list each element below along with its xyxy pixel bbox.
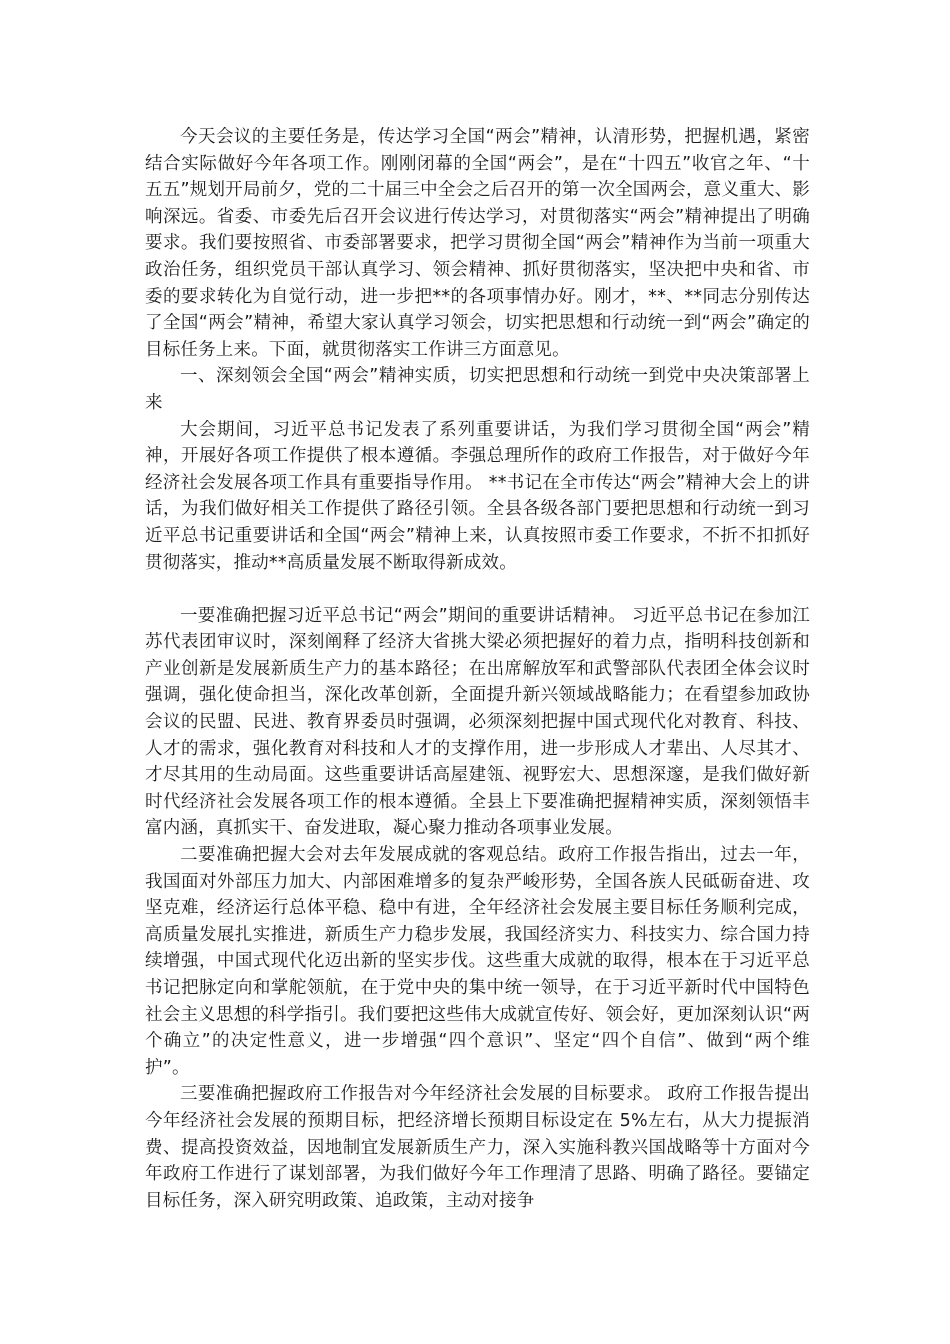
point-1-lead: 一要准确把握习近平总书记“两会”期间的重要讲话精神。 <box>180 605 627 626</box>
point-1-paragraph <box>145 603 810 842</box>
point-3-paragraph <box>145 1081 810 1214</box>
intro-paragraph <box>145 124 810 363</box>
paragraph-text: 习近平总书记在参加江苏代表团审议时，深刻阐释了经济大省挑大梁必须把握好的着力点，指明科技创新和产业创新是发展新质生产力的基本路径；在出席解放军和武警部队代表团全体会议时强调，强化使命担当，深化改革创新，全面提升新兴领域战略能力；在看望参加政协会议的民盟、民进、教育界委员时强调，必须深刻把握中国式现代化对教育、科技、人才的需求，强化教育对科技和人才的支撑作用，进一步形成人才辈出、人尽其才、才尽其用的生动局面。这些重要讲话高屋建瓴、视野宏大、思想深邃，是我们做好新时代经济社会发展各项工作的根本遵循。全县上下要准确把握精神实质，深刻领悟丰富内涵，真抓实干、奋发进取，凝心聚力推动各项事业发展。 <box>145 605 810 839</box>
paragraph-text: 今天会议的主要任务是，传达学习全国“两会”精神，认清形势，把握机遇，紧密结合实际做好今年各项工作。刚刚闭幕的全国“两会”，是在“十四五”收官之年、“十五五”规划开局前夕，党的二十届三中全会之后召开的第一次全国两会，意义重大、影响深远。省委、市委先后召开会议进行传达学习，对贯彻落实“两会”精神提出了明确要求。我们要按照省、市委部署要求，把学习贯彻全国“两会”精神作为当前一项重大政治任务，组织党员干部认真学习、领会精神、抓好贯彻落实，坚决把中央和省、市委的要求转化为自觉行动，进一步把**的各项事情办好。刚才，**、**同志分别传达了全国“两会”精神，希望大家认真学习领会，切实把思想和行动统一到“两会”确定的目标任务上来。下面，就贯彻落实工作讲三方面意见。 <box>145 127 810 360</box>
paragraph-text: 政府工作报告提出今年经济社会发展的预期目标，把经济增长预期目标设定在 5%左右，从大力提振消费、提高投资效益，因地制宜发展新质生产力，深入实施科教兴国战略等十方面对今年政府工作进行了谋划部署，为我们做好今年工作理清了思路、明确了路径。要锚定目标任务，深入研究明政策、追政策，主动对接争 <box>145 1084 810 1211</box>
document-body <box>145 124 810 1214</box>
paragraph-text: 大会期间，习近平总书记发表了系列重要讲话，为我们学习贯彻全国“两会”精神，开展好各项工作提供了根本遵循。李强总理所作的政府工作报告，对于做好今年经济社会发展各项工作具有重要指导作用。 **书记在全市传达“两会”精神大会上的讲话，为我们做好相关工作提供了路径引领。全县各级各部门要把思想和行动统一到习近平总书记重要讲话和全国“两会”精神上来，认真按照市委工作要求，不折不扣抓好贯彻落实，推动**高质量发展不断取得新成效。 <box>145 419 810 573</box>
point-2-paragraph <box>145 842 810 1081</box>
section-heading-1 <box>145 363 810 416</box>
point-3-lead: 三要准确把握政府工作报告对今年经济社会发展的目标要求。 <box>180 1084 662 1105</box>
paragraph-text: 政府工作报告指出，过去一年，我国面对外部压力加大、内部困难增多的复杂严峻形势，全国各族人民砥砺奋进、攻坚克难，经济运行总体平稳、稳中有进，全年经济社会发展主要目标任务顺利完成，高质量发展扎实推进，新质生产力稳步发展，我国经济实力、科技实力、综合国力持续增强，中国式现代化迈出新的坚实步伐。这些重大成就的取得，根本在于习近平总书记把脉定向和掌舵领航，在于党中央的集中统一领导，在于习近平新时代中国特色社会主义思想的科学指引。我们要把这些伟大成就宣传好、领会好，更加深刻认识“两个确立”的决定性意义，进一步增强“四个意识”、坚定“四个自信”、做到“两个维护”。 <box>145 845 810 1078</box>
heading-text: 一、深刻领会全国“两会”精神实质，切实把思想和行动统一到党中央决策部署上来 <box>145 366 810 413</box>
section-1-paragraph <box>145 417 810 577</box>
point-2-lead: 二要准确把握大会对去年发展成就的客观总结。 <box>180 845 559 866</box>
